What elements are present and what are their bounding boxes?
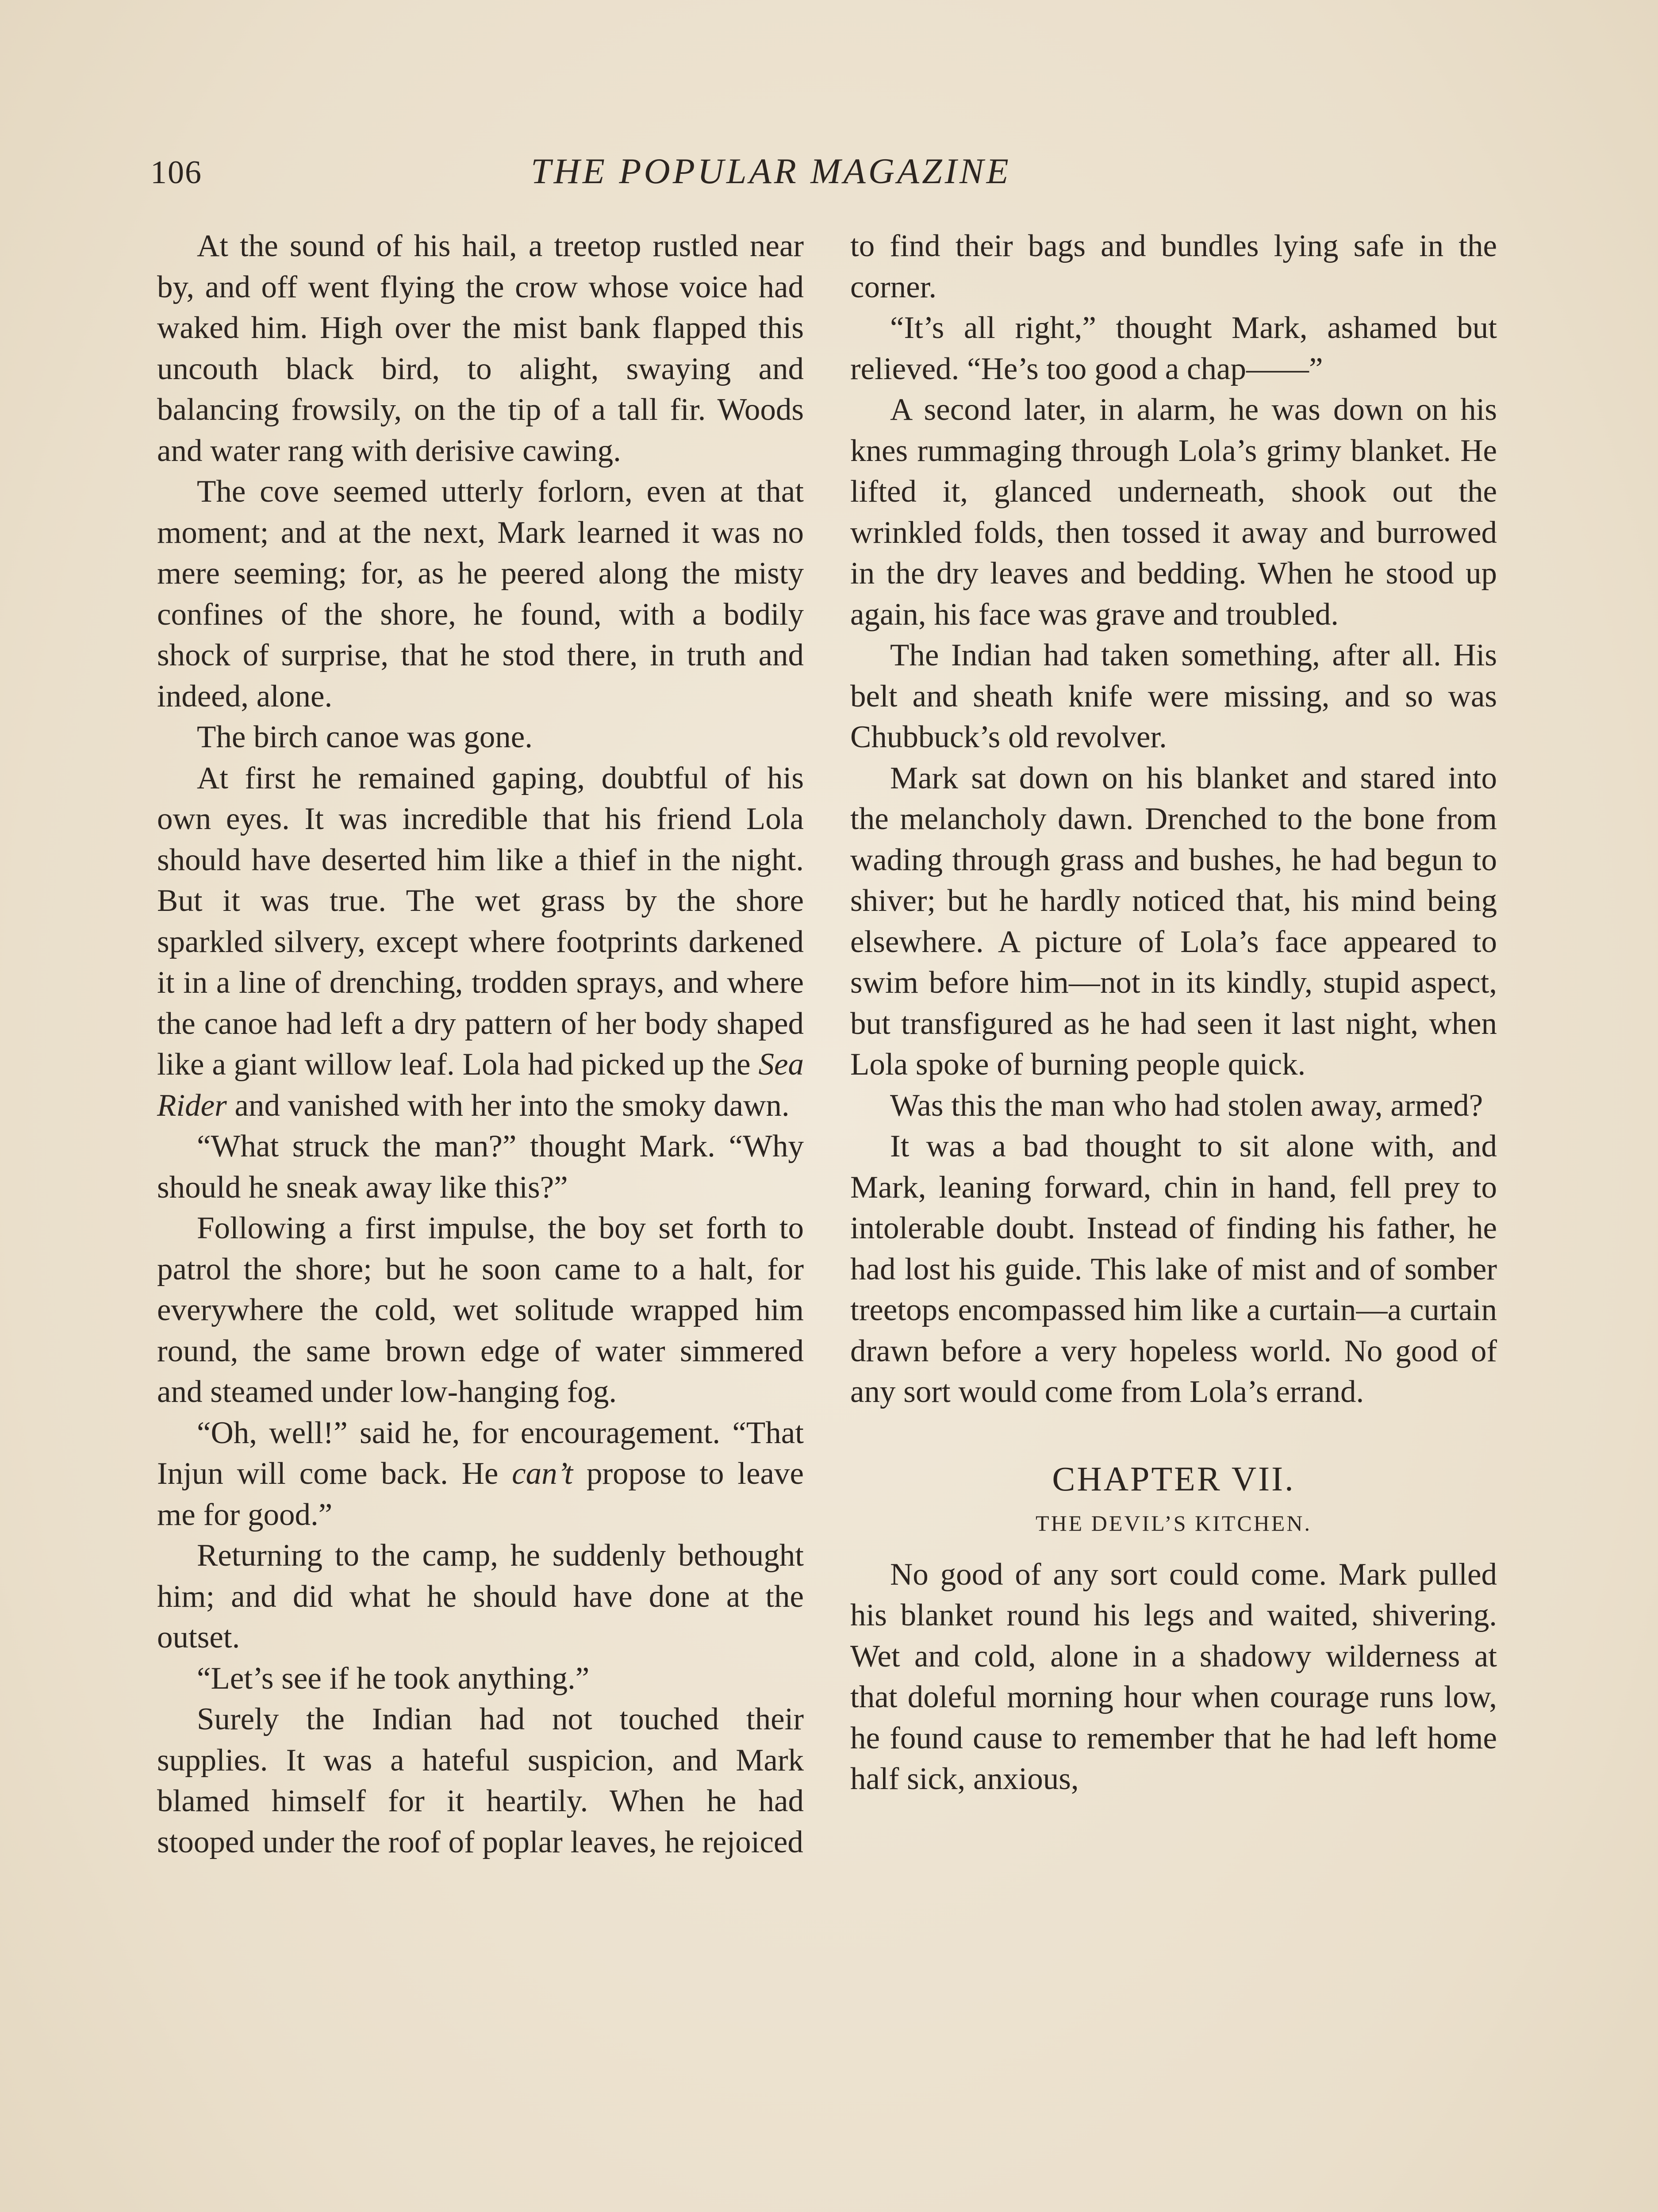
running-title: THE POPULAR MAGAZINE xyxy=(531,151,1011,191)
page-header xyxy=(150,150,1424,204)
chapter-subtitle: THE DEVIL’S KITCHEN. xyxy=(1036,1510,1312,1536)
emphasized-word: can’t xyxy=(512,1456,573,1491)
text-fragment: and vanished with her into the smoky dawn. xyxy=(226,1088,790,1123)
paragraph: Mark sat down on his blanket and stared into the melancholy dawn. Drenched to the bone from wading through grass and bushes, he had begun to shiver; but he hardly noticed that, his mind being elsewhere. A picture of Lola’s face appeared to swim before him—not in its kindly, stupid aspect, but transfigured as he had seen it last night, when Lola spoke of burning people quick. xyxy=(850,760,1497,1082)
paragraph: It was a bad thought to sit alone with, and Mark, leaning forward, chin in hand, fell prey to intolerable doubt. Instead of finding his father, he had lost his guide. This lake of mist and of somber treetops encompassed him like a curtain—a curtain drawn before a very hopeless world. No good of any sort would come from Lola’s errand. xyxy=(850,1129,1497,1409)
chapter-heading: CHAPTER VII. xyxy=(1052,1459,1295,1498)
paragraph: “Let’s see if he took anything.” xyxy=(197,1661,590,1696)
ship-name: Sea Rider xyxy=(157,1047,804,1123)
paragraph: At the sound of his hail, a treetop rustled near by, and off went flying the crow whose voice had waked him. High over the mist bank flapped this uncouth black bird, to alight, swaying and balancing frowsily, on the tip of a tall fir. Woods and water rang with derisive cawing. xyxy=(157,229,804,468)
paragraph-continuation: to find their bags and bundles lying safe in the corner. xyxy=(850,229,1497,304)
paragraph: Surely the Indian had not touched their supplies. It was a hateful suspicion, and Mark blamed himself for it heartily. When he had stooped under the roof of poplar leaves, he rejoiced xyxy=(157,1702,804,1859)
paragraph-with-emphasis xyxy=(157,1413,804,1536)
paragraph: Following a first impulse, the boy set forth to patrol the shore; but he soon came to a halt, for everywhere the cold, wet solitude wrapped him round, the same brown edge of water simmered and steamed under low-hanging fog. xyxy=(157,1211,804,1409)
paragraph: The birch canoe was gone. xyxy=(197,720,533,754)
page-number: 106 xyxy=(150,154,202,191)
paragraph: The Indian had taken something, after all. His belt and sheath knife were missing, and so was Chubbuck’s old revolver. xyxy=(850,638,1497,754)
paragraph: “What struck the man?” thought Mark. “Why should he sneak away like this?” xyxy=(157,1129,804,1205)
text-fragment: Lola had picked up the xyxy=(462,1047,759,1082)
paragraph: “It’s all right,” thought Mark, ashamed but relieved. “He’s too good a chap——” xyxy=(850,311,1497,386)
paragraph: Was this the man who had stolen away, armed? xyxy=(890,1088,1483,1123)
paragraph-with-ship-name xyxy=(157,758,804,1126)
text-fragment: propose to leave me for good.” xyxy=(157,1456,804,1532)
paragraph: No good of any sort could come. Mark pulled his blanket round his legs and waited, shivering. Wet and cold, alone in a shadowy wilderness at that doleful morning hour when courage runs low, he found cause to remember that he had left home half sick, anxious, xyxy=(850,1557,1497,1796)
paragraph: The cove seemed utterly forlorn, even at that moment; and at the next, Mark learned it was no mere seeming; for, as he peered along the misty confines of the shore, he found, with a bodily shock of surprise, that he stod there, in truth and indeed, alone. xyxy=(157,474,804,714)
paragraph-text: At first he remained gaping, doubtful of his own eyes. It was incredible that his friend Lola should have deserted him like a thief in the night. But it was true. The wet grass by the shore sparkled silvery, except where footprints darkened it in a line of drenching, trodden sprays, and where the canoe had left a dry pattern of her body shaped like a giant willow leaf. xyxy=(157,760,804,1082)
right-column xyxy=(850,226,1497,1800)
chapter-header xyxy=(850,1457,1497,1545)
paragraph: Returning to the camp, he suddenly bethought him; and did what he should have done at the outset. xyxy=(157,1538,804,1655)
left-column xyxy=(157,226,804,1863)
paragraph: A second later, in alarm, he was down on his knes rummaging through Lola’s grimy blanket. He lifted it, glanced underneath, shook out the wrinkled folds, then tossed it away and burrowed in the dry leaves and bedding. When he stood up again, his face was grave and troubled. xyxy=(850,392,1497,632)
text-fragment: “Oh, well!” said he, for encouragement. “That Injun will come back. He xyxy=(157,1415,804,1491)
